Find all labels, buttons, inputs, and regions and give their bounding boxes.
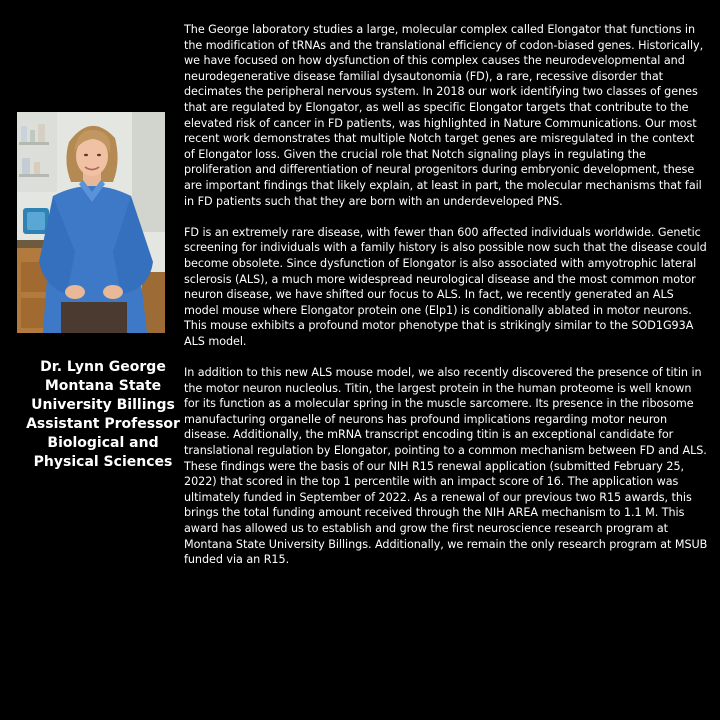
- institution-line-1: Montana State: [44, 378, 162, 394]
- department-line-1: Biological and: [47, 435, 159, 451]
- department-line-2: Physical Sciences: [33, 454, 173, 470]
- portrait-illustration: [17, 112, 165, 333]
- profile-name: Dr. Lynn George: [40, 359, 166, 375]
- institution-line-2: University Billings: [31, 397, 175, 413]
- research-description: [184, 22, 708, 583]
- portrait-photo: [17, 112, 165, 333]
- paragraph-titin-funding: In addition to this new ALS mouse model, we also recently discovered the presence of titin in the motor neuron nucleolus. Titin, the largest protein in the human proteome is well known for its function as a molecular spring in the muscle sarcomere. Its presence in the ribosome manufacturing organelle of neurons has profound implications regarding motor neuron disease. Additionally, the mRNA transcript encoding titin is an exceptional candidate for translational regulation by Elongator, pointing to a common mechanism between FD and ALS. These findings were the basis of our NIH R15 renewal application (submitted February 25, 2022) that scored in the top 1 percentile with an impact score of 16. The application was ultimately funded in September of 2022. As a renewal of our previous two R15 awards, this brings the total funding amount received through the NIH AREA mechanism to 1.1 M. This award has allowed us to establish and grow the first neuroscience research program at Montana State University Billings. Additionally, we remain the only research program at MSUB funded via an R15.: [184, 366, 708, 567]
- profile-caption: [18, 358, 188, 472]
- paragraph-elongator-fd: The George laboratory studies a large, molecular complex called Elongator that functions in the modification of tRNAs and the translational efficiency of codon-biased genes. Historically, we have focused on how dysfunction of this complex causes the neurodevelopmental and neurodegenerative disease familial dysautonomia (FD), a rare, recessive disorder that decimates the peripheral nervous system. In 2018 our work identifying two classes of genes that are regulated by Elongator, as well as specific Elongator targets that contribute to the elevated risk of cancer in FD patients, was highlighted in Nature Communications. Our most recent work demonstrates that multiple Notch target genes are misregulated in the context of Elongator loss. Given the crucial role that Notch signaling plays in regulating the proliferation and differentiation of neural progenitors during embryonic development, these are important findings that likely explain, at least in part, the molecular mechanisms that fail in FD patients such that they are born with an underdeveloped PNS.: [184, 23, 704, 208]
- paragraph-fd-als: FD is an extremely rare disease, with fewer than 600 affected individuals worldwide. Genetic screening for individuals with a family history is also possible now such that the disease could become obsolete. Since dysfunction of Elongator is also associated with amyotrophic lateral sclerosis (ALS), a much more widespread neurological disease and the most common motor neuron disease, we have shifted our focus to ALS. In fact, we recently generated an ALS model mouse where Elongator protein one (Elp1) is conditionally ablated in motor neurons. This mouse exhibits a profound motor phenotype that is strikingly similar to the SOD1G93A ALS model.: [184, 225, 707, 348]
- profile-title: Assistant Professor: [26, 416, 180, 432]
